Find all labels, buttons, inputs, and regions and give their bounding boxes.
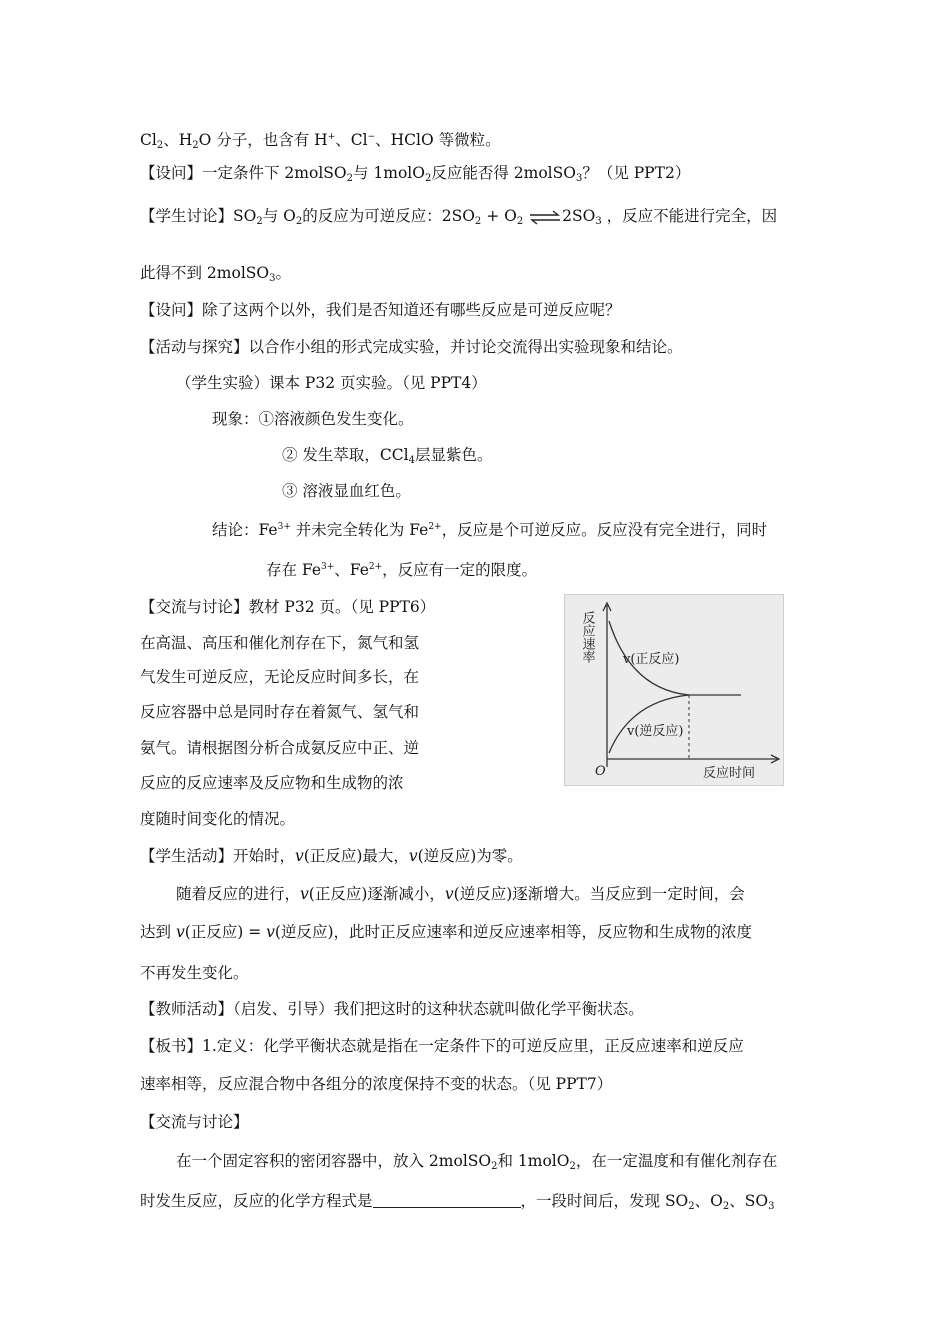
t: 3	[269, 273, 276, 284]
t: ，在一定温度和有催化剂存在	[575, 1152, 778, 1170]
text-line-26: 速率相等，反应混合物中各组分的浓度保持不变的状态。（见 PPT7）	[140, 1075, 613, 1093]
t: 与 O	[262, 207, 296, 225]
t: 2	[346, 173, 353, 184]
text-line-16: 反应容器中总是同时存在着氮气、氢气和	[140, 703, 420, 721]
t: 并未完全转化为 Fe	[290, 521, 429, 539]
t: 存在 Fe	[266, 561, 322, 579]
t: (正反应)最大，	[303, 847, 409, 865]
t: 2	[256, 216, 263, 227]
t: ，一段时间后，发现 SO	[520, 1192, 689, 1210]
t: 3	[768, 1201, 775, 1212]
t: 2	[722, 1201, 730, 1212]
text-line-11	[212, 516, 767, 541]
text-line-15: 气发生可逆反应，无论反应时间多长，在	[140, 668, 420, 686]
t: 层显紫色。	[414, 446, 493, 464]
t: 的反应为可逆反应：2SO	[302, 207, 475, 225]
t: (正反应)逐渐减小，	[308, 885, 445, 903]
text-line-13: 【交流与讨论】教材 P32 页。（见 PPT6）	[140, 598, 436, 616]
text-line-7: （学生实验）课本 P32 页实验。（见 PPT4）	[176, 374, 487, 392]
text-line-6: 【活动与探究】以合作小组的形式完成实验，并讨论交流得出实验现象和结论。	[140, 338, 683, 356]
text-line-14: 在高温、高压和催化剂存在下，氮气和氢	[140, 634, 420, 652]
text-line-21	[176, 883, 745, 905]
t: ，反应有一定的限度。	[382, 561, 538, 579]
t: 2	[491, 1161, 498, 1172]
text-line-24: 【教师活动】（启发、引导）我们把这时的这种状态就叫做化学平衡状态。	[140, 1000, 644, 1018]
t: Cl	[140, 131, 157, 149]
forward-rate-label: v(正反应)	[623, 652, 680, 667]
t: 2SO	[562, 207, 596, 225]
text-line-28	[176, 1150, 777, 1178]
t: ？（见 PPT2）	[582, 164, 691, 182]
rate-time-graph	[565, 595, 783, 785]
t: 3+	[321, 562, 335, 572]
t: 2	[424, 173, 432, 184]
t: 2+	[368, 562, 383, 572]
t: 2	[688, 1201, 695, 1212]
t: (正反应) =	[184, 923, 267, 941]
text-line-17: 氨气。请根据图分析合成氨反应中正、逆	[140, 739, 420, 757]
t: 、Cl	[335, 131, 368, 149]
t: 2+	[428, 522, 442, 532]
text-line-2	[140, 162, 690, 190]
t: 【学生活动】开始时，	[140, 847, 296, 865]
t: v	[300, 885, 309, 903]
t: 【设问】一定条件下 2molSO	[140, 164, 347, 182]
t: 、SO	[729, 1192, 769, 1210]
t: 时发生反应，反应的化学方程式是	[140, 1192, 373, 1210]
t: 、H	[163, 131, 193, 149]
text-line-22	[140, 921, 752, 943]
t: 、O	[694, 1192, 723, 1210]
t: 反应能否得 2molSO	[431, 164, 576, 182]
t: v	[295, 847, 304, 865]
t: 达到	[140, 923, 176, 941]
text-line-4	[140, 262, 291, 290]
text-line-3	[140, 205, 777, 233]
text-line-19: 度随时间变化的情况。	[140, 810, 296, 828]
t: +	[327, 132, 336, 142]
t: v	[408, 847, 418, 865]
rate-time-figure	[564, 594, 784, 786]
t: 随着反应的进行，	[176, 885, 301, 903]
t: 3	[595, 216, 602, 227]
t: 3	[575, 173, 583, 184]
t: 2	[156, 140, 164, 151]
t: ② 发生萃取，CCl	[282, 446, 409, 464]
t: (逆反应)逐渐增大。当反应到一定时间，会	[453, 885, 745, 903]
t: 2	[295, 216, 303, 227]
t: 【学生讨论】SO	[140, 207, 257, 225]
x-axis-label: 反应时间	[703, 766, 756, 781]
text-line-27: 【交流与讨论】	[140, 1113, 249, 1131]
t: 。	[275, 264, 291, 282]
text-line-10: ③ 溶液显血红色。	[282, 482, 411, 500]
t: v	[444, 885, 454, 903]
t: (逆反应)为零。	[417, 847, 523, 865]
t: 和 1molO	[497, 1152, 570, 1170]
t: v	[266, 923, 275, 941]
text-line-5: 【设问】除了这两个以外，我们是否知道还有哪些反应是可逆反应呢？	[140, 301, 621, 319]
t: 在一个固定容积的密闭容器中，放入 2molSO	[176, 1152, 492, 1170]
t: 2	[474, 216, 482, 227]
t: ，反应是个可逆反应。反应没有完全进行，同时	[441, 521, 768, 539]
t: 4	[408, 455, 415, 466]
reverse-rate-label: v(逆反应)	[627, 724, 684, 739]
answer-blank[interactable]	[373, 1193, 521, 1208]
origin-label: O	[595, 764, 606, 779]
t: 2	[516, 216, 524, 227]
t: −	[367, 132, 376, 142]
t: ，反应不能进行完全，因	[606, 207, 778, 225]
t: 2	[569, 1161, 576, 1172]
t: 此得不到 2molSO	[140, 264, 270, 282]
text-line-9	[282, 444, 493, 472]
text-line-25: 【板书】1.定义：化学平衡状态就是指在一定条件下的可逆反应里，正反应速率和逆反应	[140, 1037, 744, 1055]
t: (逆反应)，此时正反应速率和逆反应速率相等，反应物和生成物的浓度	[274, 923, 753, 941]
t: 2	[192, 140, 199, 151]
t: 与 1molO	[352, 164, 425, 182]
t: 、HClO 等微粒。	[375, 131, 501, 149]
text-line-29	[140, 1190, 774, 1218]
t: 3+	[277, 522, 291, 532]
text-line-8: 现象：①溶液颜色发生变化。	[212, 410, 414, 428]
t: v	[175, 923, 185, 941]
text-line-1	[140, 126, 501, 157]
text-line-23: 不再发生变化。	[140, 964, 249, 982]
t: O 分子，也含有 H	[198, 131, 328, 149]
text-line-18: 反应的反应速率及反应物和生成物的浓	[140, 774, 404, 792]
y-axis-label: 反应速率	[579, 611, 595, 663]
text-line-12	[266, 556, 537, 581]
t: + O	[481, 207, 517, 225]
t: 、Fe	[334, 561, 369, 579]
text-line-20	[140, 845, 523, 867]
reversible-arrows-icon	[528, 209, 562, 225]
t: 结论：Fe	[212, 521, 278, 539]
